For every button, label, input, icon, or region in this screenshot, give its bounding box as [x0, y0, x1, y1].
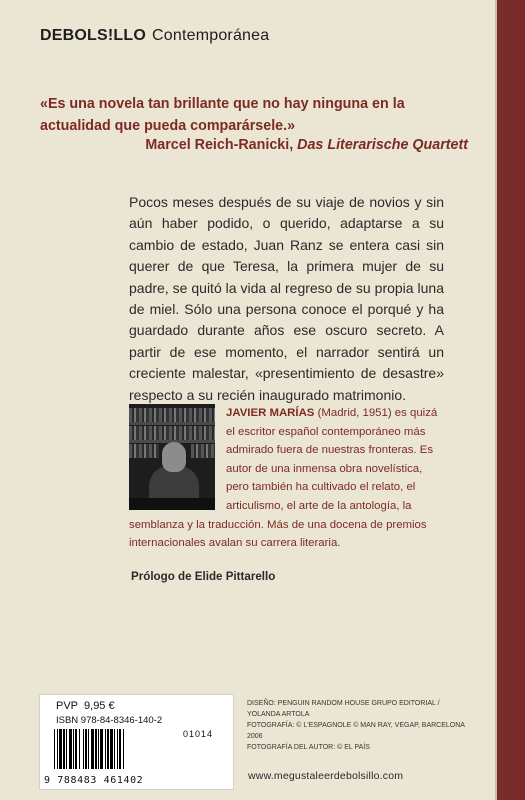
barcode-stripe [69, 729, 72, 769]
barcode-stripe [117, 729, 118, 769]
desk [129, 498, 215, 510]
bookshelf-row [129, 426, 215, 440]
author-name: JAVIER MARÍAS [226, 407, 315, 419]
barcode-stripe [63, 729, 65, 769]
author-bio-text: (Madrid, 1951) es quizá el escritor español contemporáneo más admirado fuera de nuestras fronteras. Es autor de una inmensa obra novelística, pero también ha cultivado el relato, el articulismo, el arte de la antología, la semblanza y la traducción. Más de una docena de premios internacionales avalan su carrera literaria. [129, 407, 438, 550]
barcode-stripe [114, 729, 115, 769]
barcode-stripe [98, 729, 99, 769]
shelf [129, 422, 215, 425]
barcode-stripe [54, 729, 55, 769]
publisher-website: www.megustaleerdebolsillo.com [248, 770, 404, 782]
barcode-stripe [79, 729, 80, 769]
pvp-label: PVP [56, 700, 79, 712]
quote-source: Das Literarische Quartett [297, 137, 468, 153]
credit-line: DISEÑO: PENGUIN RANDOM HOUSE GRUPO EDITORIAL / YOLANDA ARTOLA [247, 700, 440, 718]
barcode-stripe [66, 729, 67, 769]
barcode-stripe [88, 729, 89, 769]
publisher-brand [40, 27, 269, 45]
design-credits [247, 698, 472, 753]
book-spine [497, 0, 525, 800]
barcode-stripe [95, 729, 97, 769]
barcode-stripe [85, 729, 87, 769]
barcode-digits: 9 788483 461402 [44, 775, 144, 786]
barcode-stripe [107, 729, 109, 769]
credit-line: FOTOGRAFÍA: © L'ESPAGNOLE © MAN RAY, VEGAP, BARCELONA 2006 [247, 722, 465, 740]
author-photo [129, 404, 215, 510]
prologue-credit: Prólogo de Elide Pittarello [131, 570, 276, 583]
quote-author: Marcel Reich-Ranicki, [145, 137, 294, 153]
barcode-stripe [59, 729, 62, 769]
author-head [162, 442, 186, 472]
barcode-stripe [83, 729, 84, 769]
book-synopsis: Pocos meses después de su viaje de novios y sin aún haber podido, o querido, adaptarse a su cambio de estado, Juan Ranz se entera casi sin querer de que Teresa, la primera mujer de su padre, se quitó la vida al regreso de su propia luna de miel. Sólo una persona conoce el porqué y ha guardado durante años ese oscuro secreto. A partir de ese momento, el narrador sentirá un creciente malestar, «presentimiento de desastre» respecto a su recién inaugurado matrimonio. [129, 194, 444, 403]
barcode-stripe [105, 729, 106, 769]
barcode-stripe [75, 729, 77, 769]
barcode-addon: 01014 [183, 729, 214, 739]
price-label [56, 700, 115, 712]
barcode-stripe [123, 729, 124, 769]
bookshelf-row [129, 444, 159, 458]
isbn-number: ISBN 978-84-8346-140-2 [56, 715, 163, 726]
credit-line: FOTOGRAFÍA DEL AUTOR: © EL PAÍS [247, 744, 370, 751]
quote-attribution [128, 137, 468, 153]
barcode-area [39, 694, 234, 790]
price-value: 9,95 € [84, 700, 115, 712]
collection-name: Contemporánea [152, 27, 270, 44]
barcode-stripe [119, 729, 121, 769]
barcode-stripe [110, 729, 113, 769]
barcode-stripe [73, 729, 74, 769]
review-quote: «Es una novela tan brillante que no hay ninguna en la actualidad que pueda comparársele.» [40, 96, 405, 134]
barcode-stripe [100, 729, 103, 769]
barcode-stripe [91, 729, 94, 769]
bookshelf-row [129, 408, 215, 422]
publisher-name: DEBOLS!LLO [40, 27, 146, 44]
bookshelf-row [191, 444, 215, 458]
barcode-stripe [57, 729, 58, 769]
